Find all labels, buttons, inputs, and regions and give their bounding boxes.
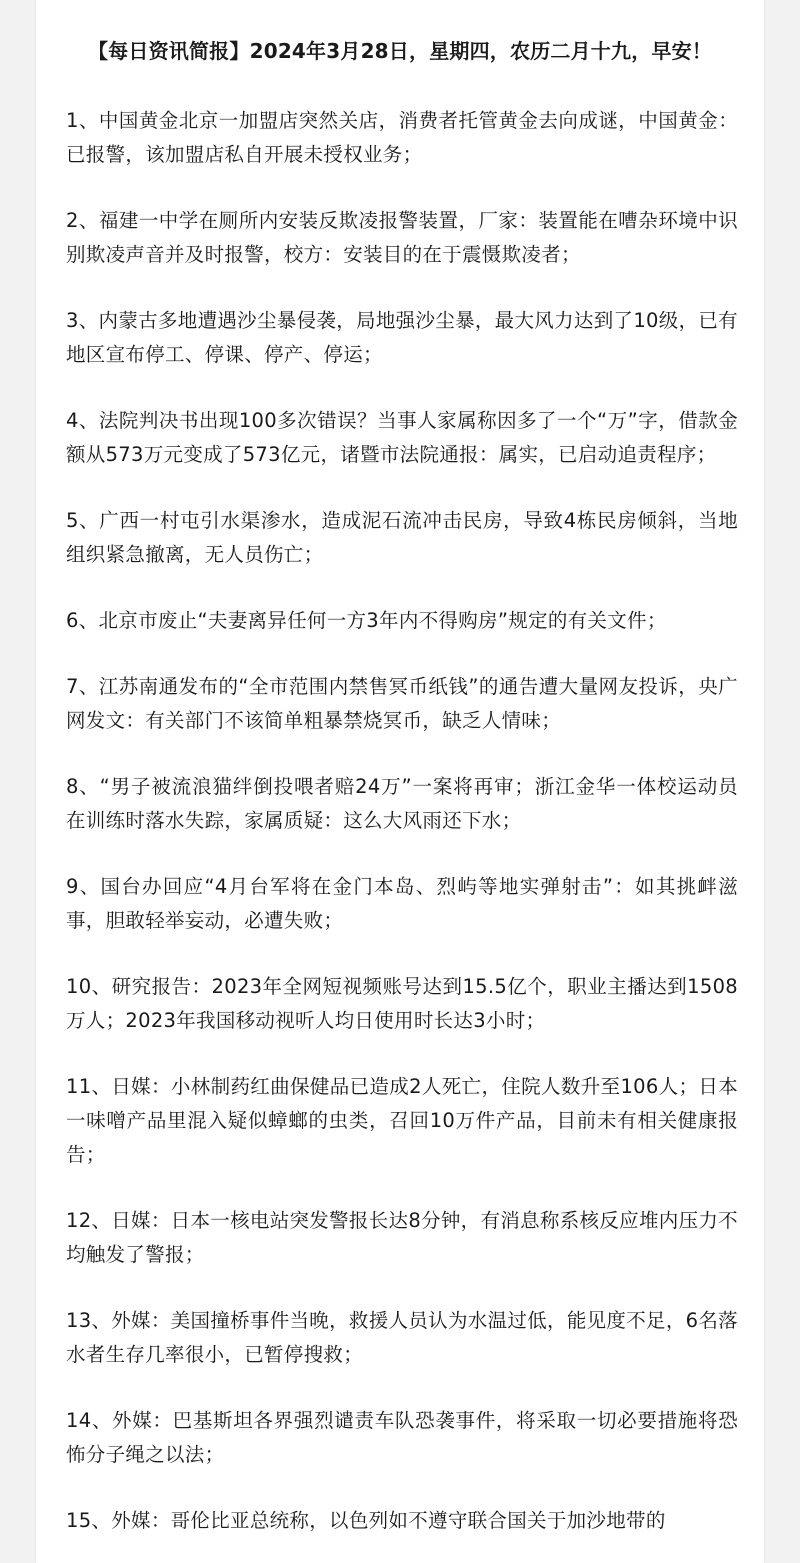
news-item-15: 15、外媒：哥伦比亚总统称，以色列如不遵守联合国关于加沙地带的	[66, 1509, 666, 1532]
news-item-4: 4、法院判决书出现100多次错误？当事人家属称因多了一个“万”字，借款金额从573万元变成了573亿元，诸暨市法院通报：属实，已启动追责程序；	[66, 409, 738, 466]
news-item-12: 12、日媒：日本一核电站突发警报长达8分钟，有消息称系核反应堆内压力不均触发了警报；	[66, 1209, 738, 1266]
news-item-14: 14、外媒：巴基斯坦各界强烈谴责车队恐袭事件，将采取一切必要措施将恐怖分子绳之以法；	[66, 1409, 738, 1466]
news-item-6: 6、北京市废止“夫妻离异任何一方3年内不得购房”规定的有关文件；	[66, 609, 667, 632]
news-item-1: 1、中国黄金北京一加盟店突然关店，消费者托管黄金去向成谜，中国黄金：已报警，该加盟店私自开展未授权业务；	[66, 109, 738, 166]
news-list	[66, 104, 738, 1563]
news-item-3: 3、内蒙古多地遭遇沙尘暴侵袭，局地强沙尘暴，最大风力达到了10级，已有地区宣布停工、停课、停产、停运；	[66, 309, 738, 366]
article-page	[36, 0, 764, 1563]
news-item-8: 8、“男子被流浪猫绊倒投喂者赔24万”一案将再审；浙江金华一体校运动员在训练时落水失踪，家属质疑：这么大风雨还下水；	[66, 775, 738, 832]
page-title: 【每日资讯简报】2024年3月28日，星期四，农历二月十九，早安！	[87, 39, 712, 63]
news-item-7: 7、江苏南通发布的“全市范围内禁售冥币纸钱”的通告遭大量网友投诉，央广网发文：有关部门不该简单粗暴禁烧冥币，缺乏人情味；	[66, 675, 738, 732]
news-item-11: 11、日媒：小林制药红曲保健品已造成2人死亡，住院人数升至106人；日本一味噌产品里混入疑似蟑螂的虫类，召回10万件产品，目前未有相关健康报告；	[66, 1075, 738, 1166]
news-item-13: 13、外媒：美国撞桥事件当晚，救援人员认为水温过低，能见度不足，6名落水者生存几率很小，已暂停搜救；	[66, 1309, 738, 1366]
news-item-9: 9、国台办回应“4月台军将在金门本岛、烈屿等地实弹射击”：如其挑衅滋事，胆敢轻举妄动，必遭失败；	[66, 875, 738, 932]
news-item-5: 5、广西一村屯引水渠渗水，造成泥石流冲击民房，导致4栋民房倾斜，当地组织紧急撤离，无人员伤亡；	[66, 509, 738, 566]
news-item-10: 10、研究报告：2023年全网短视频账号达到15.5亿个，职业主播达到1508万人；2023年我国移动视听人均日使用时长达3小时；	[66, 975, 738, 1032]
news-item-2: 2、福建一中学在厕所内安装反欺凌报警装置，厂家：装置能在嘈杂环境中识别欺凌声音并及时报警，校方：安装目的在于震慑欺凌者；	[66, 209, 738, 266]
